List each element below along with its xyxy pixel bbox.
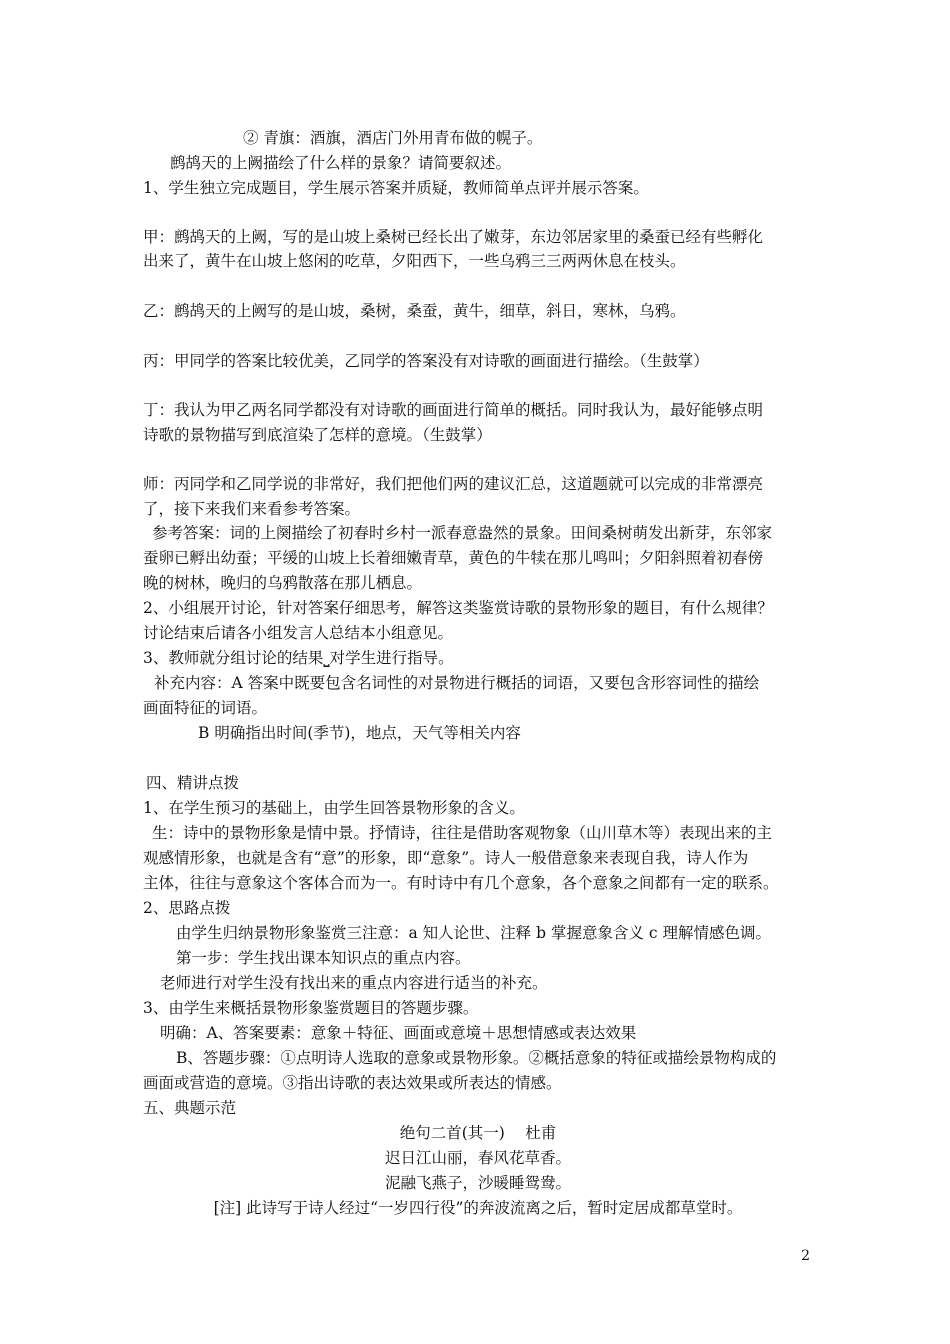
- clarify-a: 明确：A、答案要素：意象＋特征、画面或意境＋思想情感或表达效果: [160, 1024, 637, 1042]
- section-4-heading: 四、精讲点拨: [146, 774, 240, 792]
- student-answer-line-2: 观感情形象，也就是含有“意”的形象，即“意象”。诗人一般借意象来表现自我，诗人作为: [143, 849, 749, 867]
- teacher-comment-line-2: 了，接下来我们来看参考答案。: [143, 500, 361, 518]
- clarify-b-line-1: B、答题步骤：①点明诗人选取的意象或景物形象。②概括意象的特征或描绘景物构成的: [176, 1049, 777, 1067]
- clarify-b-line-2: 画面或营造的意境。③指出诗歌的表达效果或所表达的情感。: [143, 1074, 562, 1092]
- section-5-heading: 五、典题示范: [143, 1099, 237, 1117]
- section-4-item-3: 3、由学生来概括景物形象鉴赏题目的答题步骤。: [143, 999, 479, 1017]
- reference-answer-line-1: 参考答案：词的上阕描绘了初春时乡村一派春意盎然的景象。田间桑树萌发出新芽，东邻家: [152, 524, 773, 542]
- poem-note: [注] 此诗写于诗人经过“一岁四行役”的奔波流离之后，暂时定居成都草堂时。: [213, 1199, 743, 1217]
- step-1: 1、学生独立完成题目，学生展示答案并质疑，教师简单点评并展示答案。: [143, 179, 649, 197]
- answer-ding-line-1: 丁：我认为甲乙两名同学都没有对诗歌的画面进行简单的概括。同时我认为，最好能够点明: [143, 401, 764, 419]
- reference-answer-line-2: 蚕卵已孵出幼蚕；平缓的山坡上长着细嫩青草，黄色的牛犊在那儿鸣叫；夕阳斜照着初春傍: [143, 549, 764, 567]
- answer-jia-line-2: 出来了，黄牛在山坡上悠闲的吃草，夕阳西下，一些乌鸦三三两两休息在枝头。: [143, 252, 686, 270]
- teacher-supplement: 老师进行对学生没有找出来的重点内容进行适当的补充。: [160, 974, 548, 992]
- step-2-line-1: 2、小组展开讨论，针对答案仔细思考，解答这类鉴赏诗歌的景物形象的题目，有什么规律？: [143, 599, 773, 617]
- poem-title: 绝句二首(其一) 杜甫: [399, 1124, 557, 1142]
- annotation-qingqi: ② 青旗：酒旗，酒店门外用青布做的幌子。: [243, 129, 543, 147]
- answer-jia-line-1: 甲：鹧鸪天的上阙，写的是山坡上桑树已经长出了嫩芽，东边邻居家里的桑蚕已经有些孵化: [143, 228, 764, 246]
- answer-bing: 丙：甲同学的答案比较优美，乙同学的答案没有对诗歌的画面进行描绘。（生鼓掌）: [143, 352, 709, 370]
- question-prompt: 鹧鸪天的上阙描绘了什么样的景象？请简要叙述。: [170, 154, 512, 172]
- answer-ding-line-2: 诗歌的景物描写到底渲染了怎样的意境。（生鼓掌）: [143, 426, 492, 444]
- supplement-b: B 明确指出时间(季节)，地点，天气等相关内容: [198, 724, 521, 742]
- supplement-line-1: 补充内容：A 答案中既要包含名词性的对景物进行概括的词语，又要包含形容词性的描绘: [154, 674, 760, 692]
- student-answer-line-1: 生：诗中的景物形象是情中景。抒情诗，往往是借助客观物象（山川草木等）表现出来的主: [152, 824, 773, 842]
- step-3: 3、教师就分组讨论的结果⎵对学生进行指导。: [143, 649, 454, 667]
- section-4-item-1: 1、在学生预习的基础上，由学生回答景物形象的含义。: [143, 799, 525, 817]
- step-2-line-2: 讨论结束后请各小组发言人总结本小组意见。: [143, 624, 454, 642]
- three-notes: 由学生归纳景物形象鉴赏三注意：a 知人论世、注释 b 掌握意象含义 c 理解情感色调。: [176, 924, 771, 942]
- page-number: 2: [801, 1248, 810, 1264]
- teacher-comment-line-1: 师：丙同学和乙同学说的非常好，我们把他们两的建议汇总，这道题就可以完成的非常漂亮: [143, 475, 764, 493]
- first-step: 第一步：学生找出课本知识点的重点内容。: [176, 949, 471, 967]
- supplement-line-2: 画面特征的词语。: [143, 699, 268, 717]
- section-4-item-2: 2、思路点拨: [143, 899, 231, 917]
- poem-line-2: 泥融飞燕子，沙暖睡鸳鸯。: [384, 1174, 571, 1192]
- student-answer-line-3: 主体，往往与意象这个客体合而为一。有时诗中有几个意象，各个意象之间都有一定的联系。: [143, 874, 779, 892]
- answer-yi: 乙：鹧鸪天的上阙写的是山坡，桑树，桑蚕，黄牛，细草，斜日，寒林，乌鸦。: [143, 302, 686, 320]
- poem-line-1: 迟日江山丽，春风花草香。: [384, 1149, 571, 1167]
- reference-answer-line-3: 晚的树林，晚归的乌鸦散落在那儿栖息。: [143, 574, 423, 592]
